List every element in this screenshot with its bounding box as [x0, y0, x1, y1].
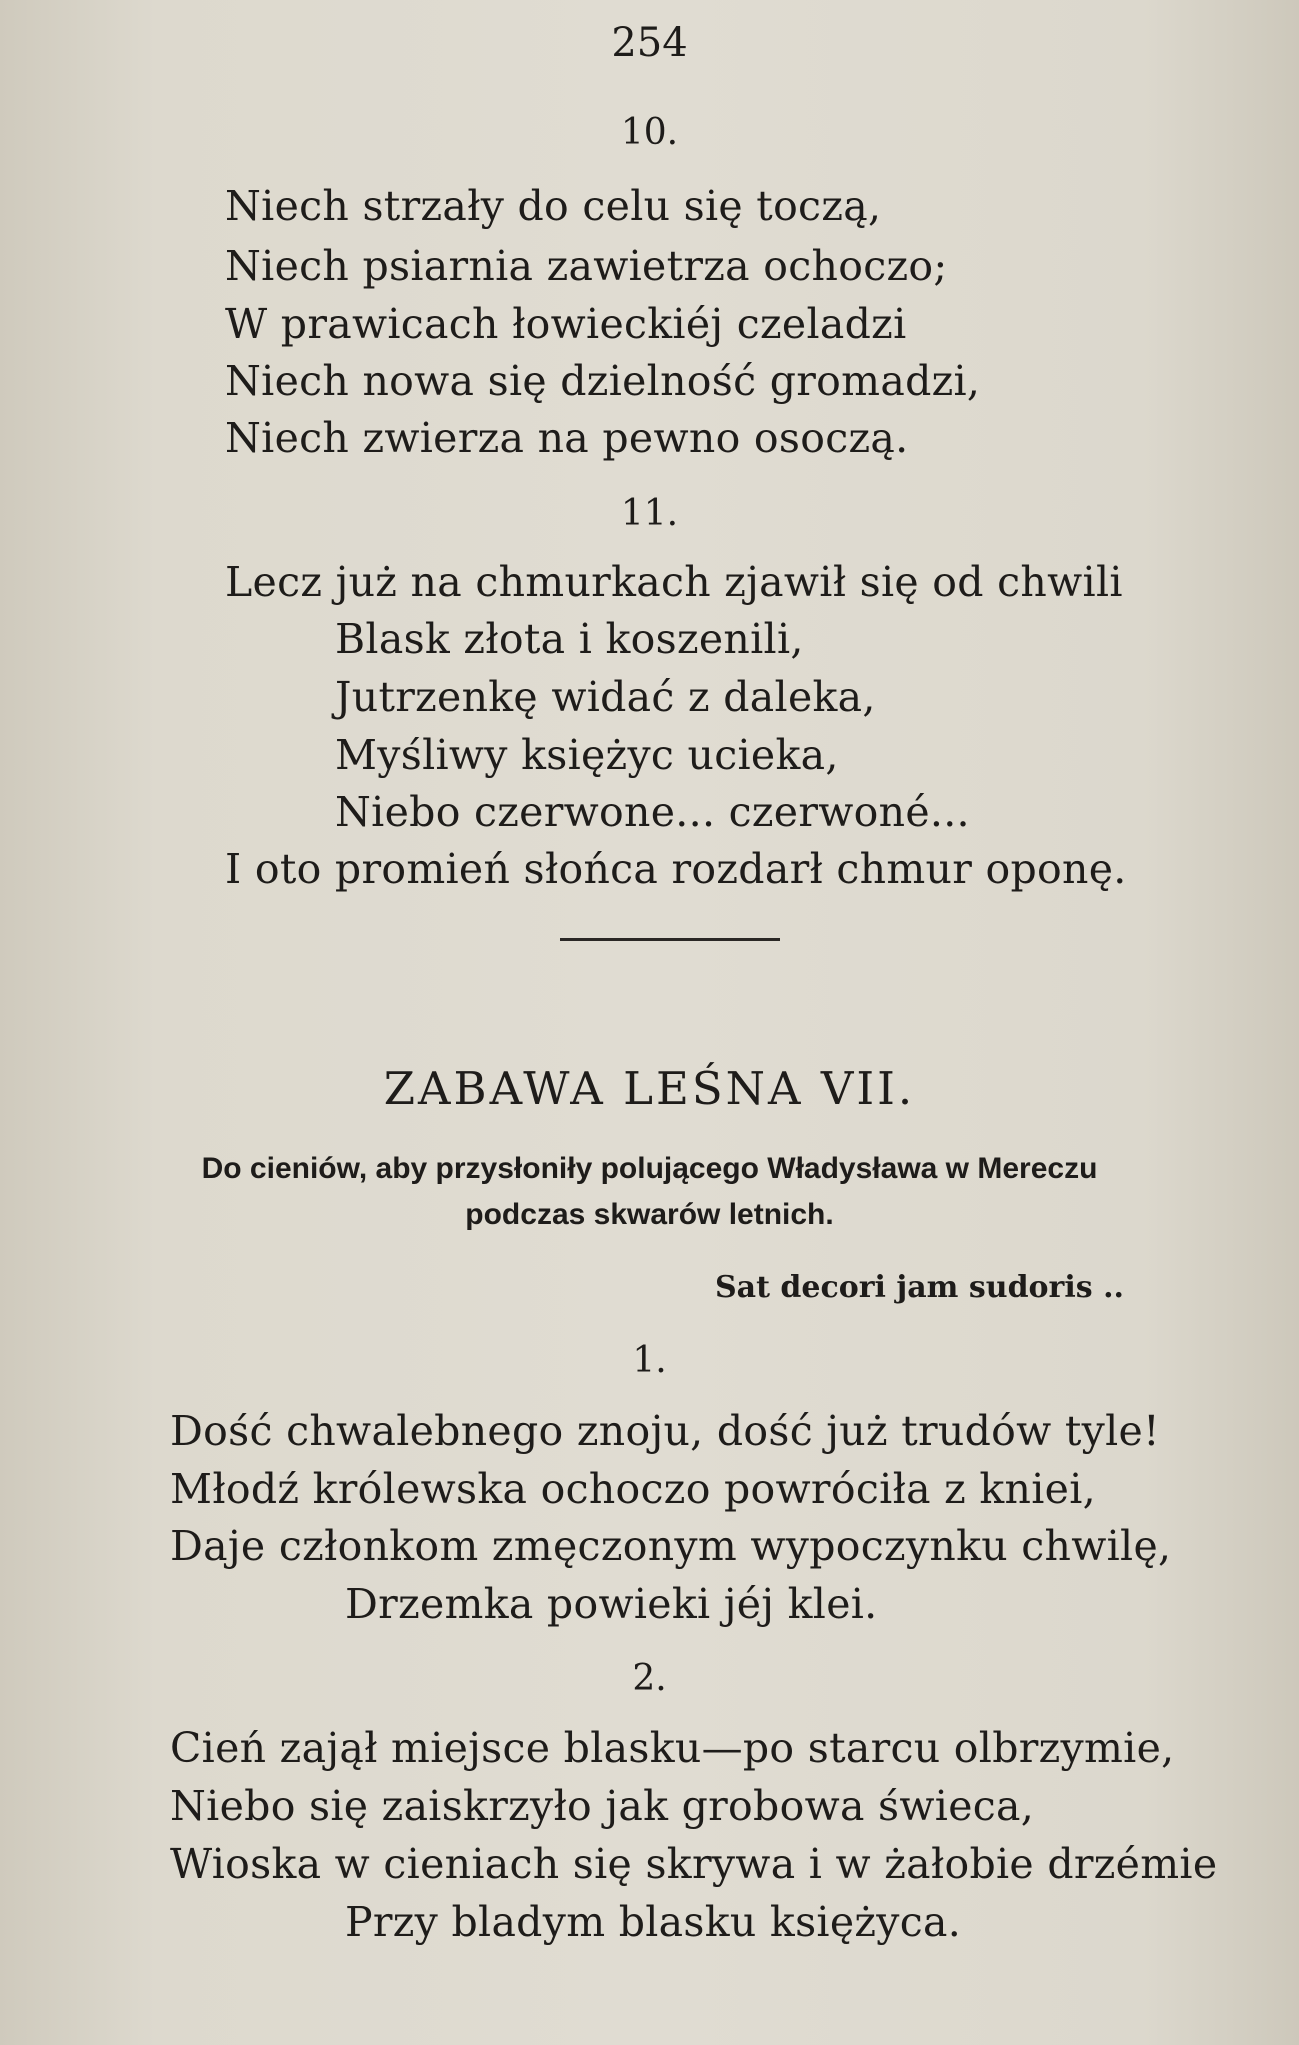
verse-line: Niech zwierza na pewno osoczą.	[225, 414, 909, 462]
epigraph: Sat decori jam sudoris ..	[715, 1270, 1124, 1305]
verse-line: Lecz już na chmurkach zjawił się od chwili	[225, 558, 1123, 606]
section-title: ZABAWA LEŚNA VII.	[383, 1062, 916, 1115]
verse-line: Jutrzenkę widać z daleka,	[335, 673, 876, 721]
stanza-number-11: 11.	[620, 493, 679, 534]
stanza-number-2: 2.	[632, 1658, 667, 1699]
verse-line: Myśliwy księżyc ucieka,	[335, 731, 839, 779]
section-subtitle: podczas skwarów letnich.	[465, 1198, 834, 1231]
section-divider	[560, 938, 780, 941]
page-number: 254	[611, 20, 688, 66]
verse-line: Drzemka powieki jéj klei.	[345, 1580, 878, 1628]
verse-line: Niech nowa się dzielność gromadzi,	[225, 357, 981, 405]
verse-line: Daje członkom zmęczonym wypoczynku chwilę,	[170, 1522, 1172, 1570]
verse-line: Niebo czerwone... czerwoné...	[335, 788, 970, 836]
section-subtitle: Do cieniów, aby przysłoniły polującego Władysława w Mereczu	[201, 1152, 1098, 1185]
stanza-number-1: 1.	[632, 1340, 667, 1381]
verse-line: Wioska w cieniach się skrywa i w żałobie drzémie	[170, 1840, 1218, 1888]
verse-line: Przy bladym blasku księżyca.	[345, 1898, 962, 1946]
verse-line: Niech strzały do celu się toczą,	[225, 182, 882, 230]
verse-line: Blask złota i koszenili,	[335, 615, 804, 663]
verse-line: Młodź królewska ochoczo powróciła z kniei,	[170, 1465, 1096, 1513]
verse-line: W prawicach łowieckiéj czeladzi	[225, 300, 907, 348]
verse-line: Niech psiarnia zawietrza ochoczo;	[225, 242, 948, 290]
verse-line: Dość chwalebnego znoju, dość już trudów tyle!	[170, 1407, 1160, 1455]
stanza-number-10: 10.	[620, 112, 679, 153]
verse-line: Cień zajął miejsce blasku—po starcu olbrzymie,	[170, 1724, 1175, 1772]
verse-line: I oto promień słońca rozdarł chmur oponę.	[225, 845, 1127, 893]
verse-line: Niebo się zaiskrzyło jak grobowa świeca,	[170, 1782, 1035, 1830]
